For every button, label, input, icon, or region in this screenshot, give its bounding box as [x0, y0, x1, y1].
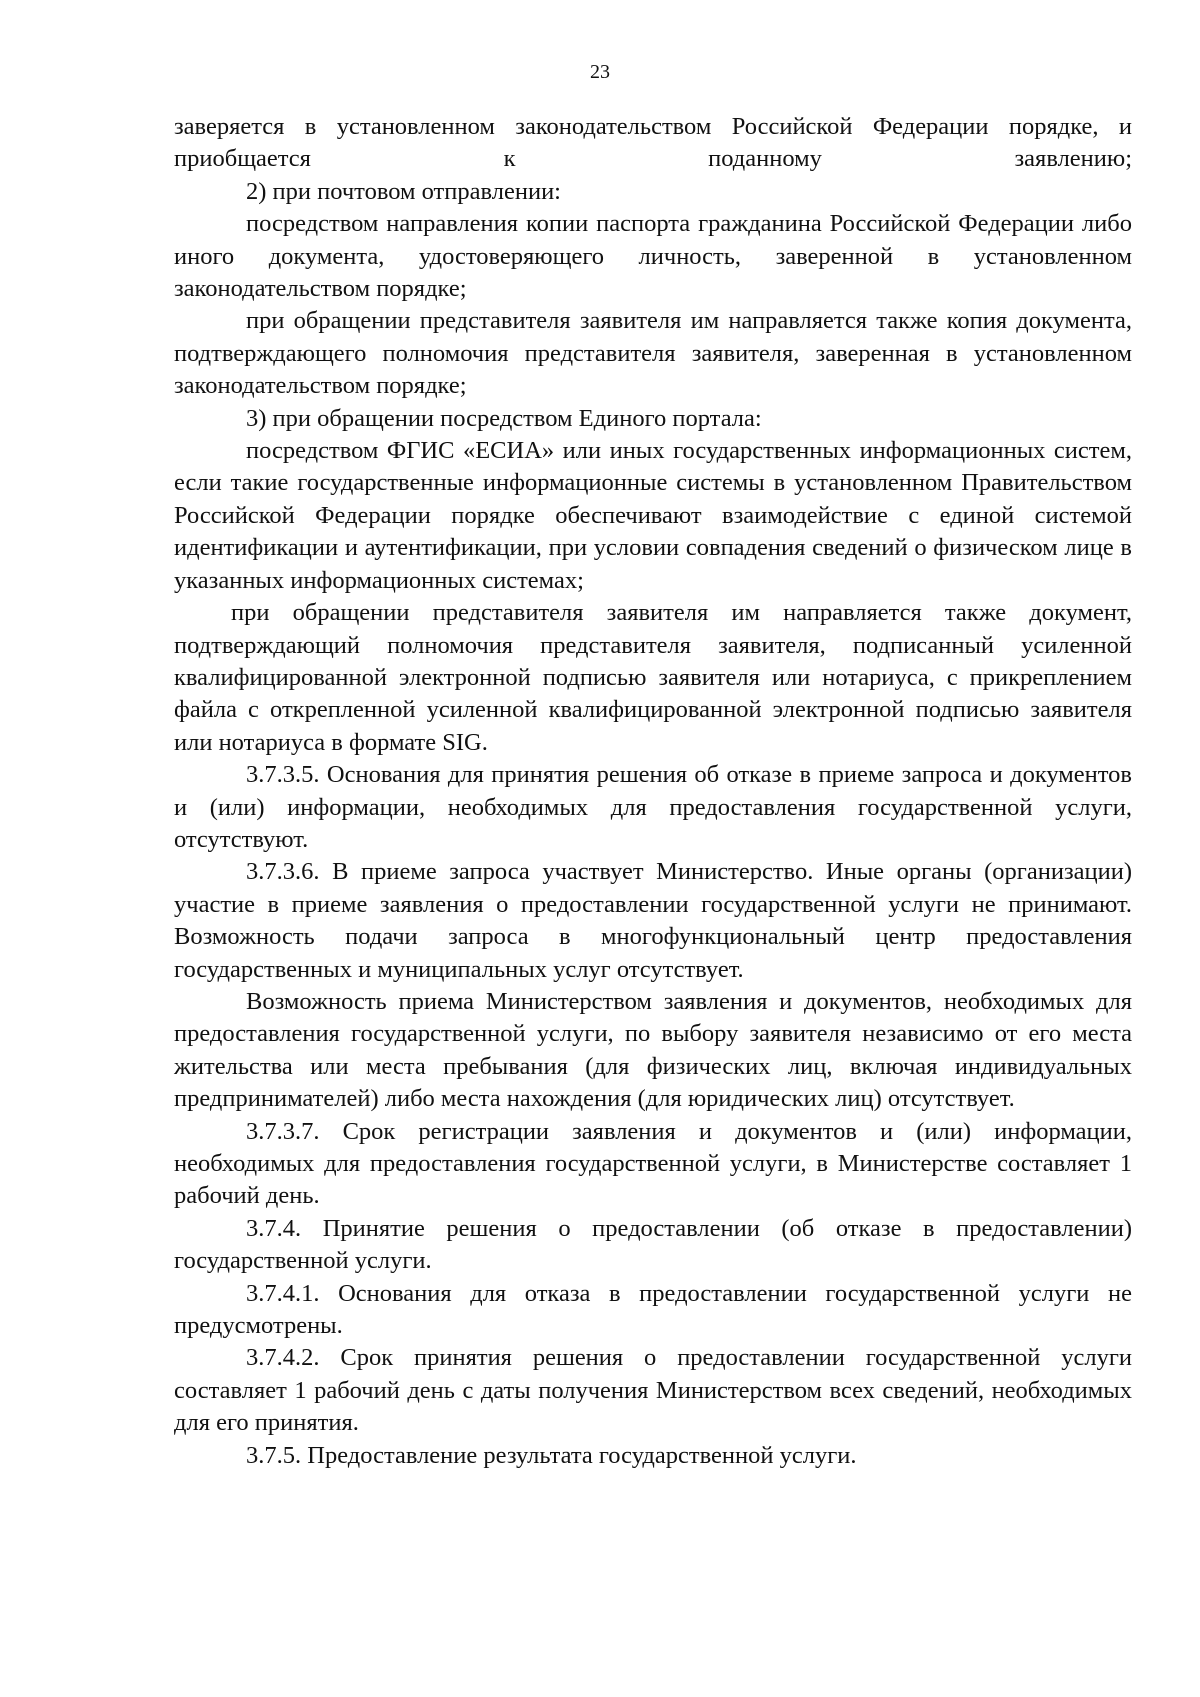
paragraph-continuation: заверяется в установленном законодательством Российской Федерации порядке, и приобщается к поданному заявлению;	[174, 113, 1132, 173]
paragraph-reception-possibility: Возможность приема Министерством заявления и документов, необходимых для предоставления государственной услуги, по выбору заявителя независимо от его места жительства или места пребывания (для физических лиц, включая индивидуальных предпринимателей) либо места нахождения (для юридических лиц) отсутствует.	[174, 987, 1132, 1113]
paragraph-3-7-3-5: 3.7.3.5. Основания для принятия решения об отказе в приеме запроса и документов и (или) информации, необходимых для предоставления государственной услуги, отсутствуют.	[174, 761, 1132, 853]
paragraph-postal-passport: посредством направления копии паспорта гражданина Российской Федерации либо иного документа, удостоверяющего личность, заверенной в установленном законодательством порядке;	[174, 210, 1132, 303]
page-number: 23	[590, 61, 610, 83]
document-body	[174, 111, 1132, 1472]
paragraph-portal-representative: при обращении представителя заявителя им направляется также документ, подтверждающий полномочия представителя заявителя, подписанный усиленной квалифицированной электронной подписью заявителя или нотариуса, с прикреплением файла с открепленной усиленной квалифицированной электронной подписью заявителя или нотариуса в формате SIG.	[174, 599, 1132, 756]
paragraph-3-7-4: 3.7.4. Принятие решения о предоставлении (об отказе в предоставлении) государственной услуги.	[174, 1214, 1132, 1275]
paragraph-3-7-3-7: 3.7.3.7. Срок регистрации заявления и документов и (или) информации, необходимых для предоставления государственной услуги, в Министерстве составляет 1 рабочий день.	[174, 1117, 1132, 1210]
paragraph-3-7-5: 3.7.5. Предоставление результата государственной услуги.	[246, 1441, 857, 1469]
paragraph-3-7-4-2: 3.7.4.2. Срок принятия решения о предоставлении государственной услуги составляет 1 рабочий день с даты получения Министерством всех сведений, необходимых для его принятия.	[174, 1344, 1132, 1437]
paragraph-postal-representative: при обращении представителя заявителя им направляется также копия документа, подтверждающего полномочия представителя заявителя, заверенная в установленном законодательством порядке;	[174, 307, 1132, 400]
paragraph-portal-esia: посредством ФГИС «ЕСИА» или иных государственных информационных систем, если такие государственные информационные системы в установленном Правительством Российской Федерации порядке обеспечивают взаимодействие с единой системой идентификации и аутентификации, при условии совпадения сведений о физическом лице в указанных информационных системах;	[174, 437, 1132, 594]
paragraph-3-7-3-6: 3.7.3.6. В приеме запроса участвует Министерство. Иные органы (организации) участие в приеме заявления о предоставлении государственной услуги не принимают. Возможность подачи запроса в многофункциональный центр предоставления государственных и муниципальных услуг отсутствует.	[174, 858, 1132, 983]
paragraph-3-7-4-1: 3.7.4.1. Основания для отказа в предоставлении государственной услуги не предусмотрены.	[174, 1279, 1132, 1340]
paragraph-postal-item: 2) при почтовом отправлении:	[246, 177, 561, 205]
paragraph-portal-item: 3) при обращении посредством Единого портала:	[246, 404, 762, 432]
